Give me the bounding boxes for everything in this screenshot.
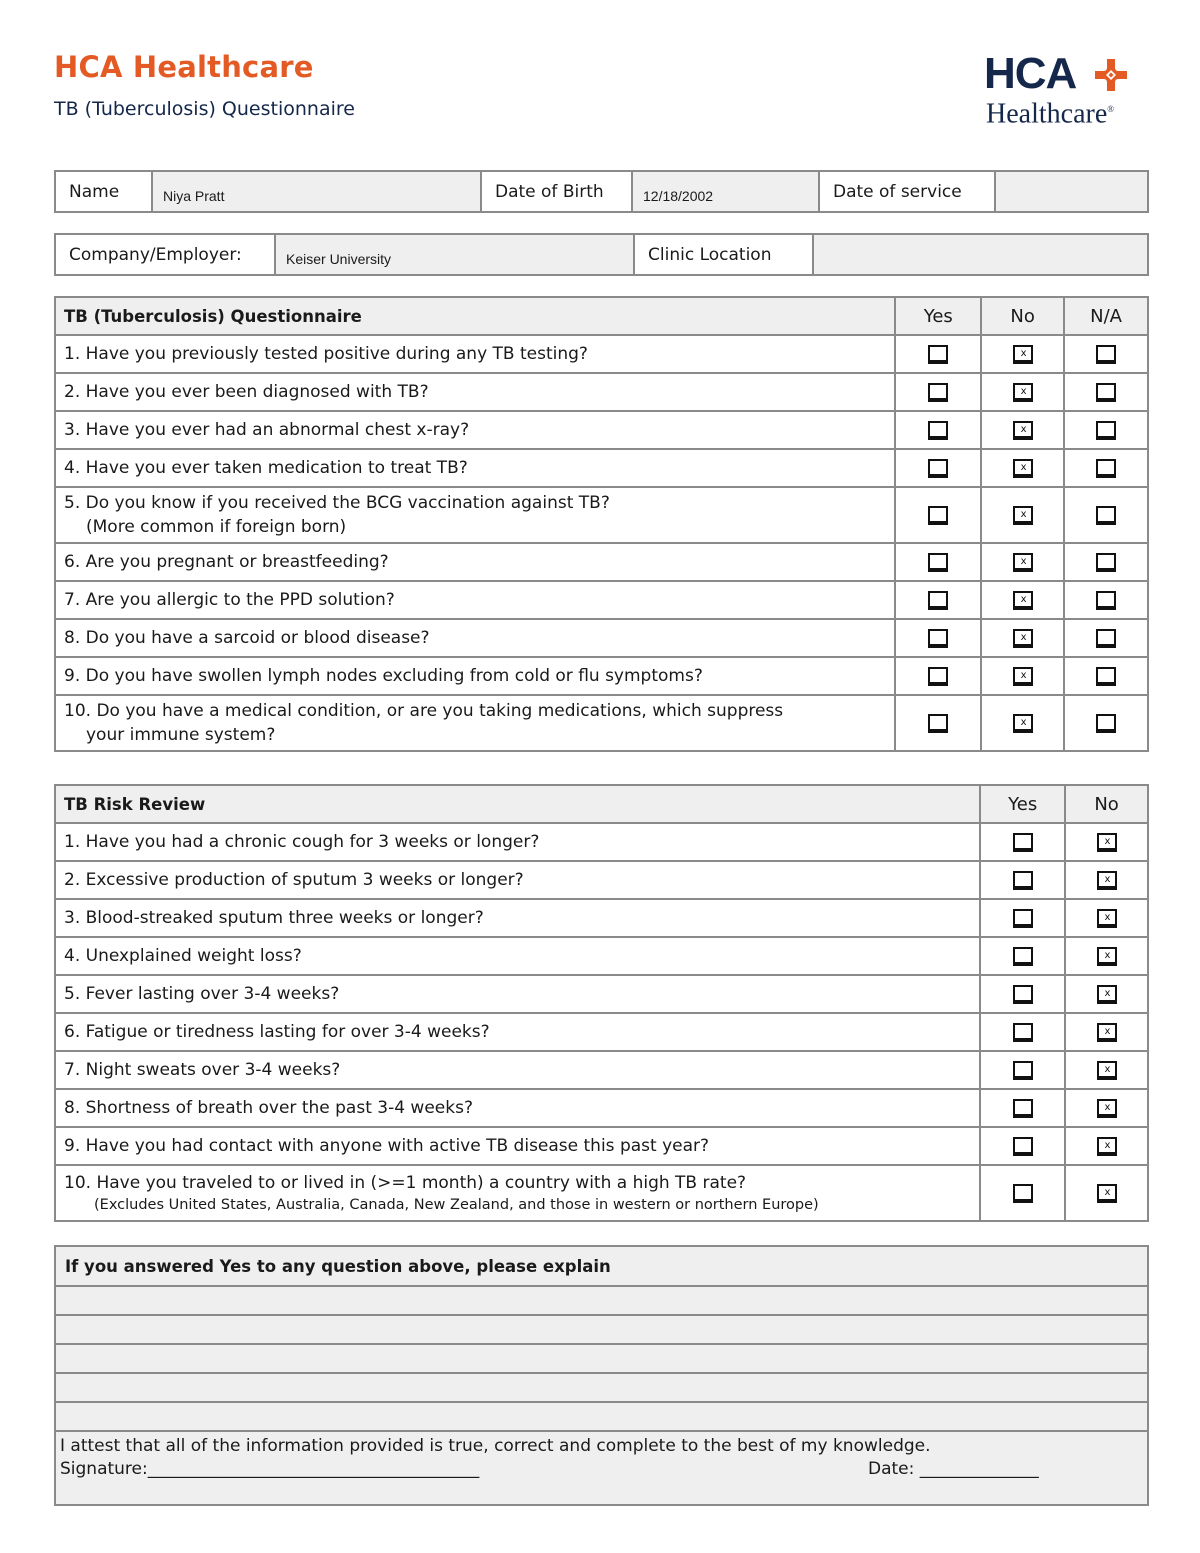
table-row — [55, 581, 1148, 619]
answer-cell-yes — [895, 487, 981, 543]
checkbox-na[interactable] — [1096, 553, 1116, 572]
answer-cell-no — [981, 695, 1064, 751]
question-label: 9. Do you have swollen lymph nodes excluding from cold or flu symptoms? — [64, 666, 703, 686]
question-label: 9. Have you had contact with anyone with active TB disease this past year? — [64, 1136, 710, 1156]
question-label: 10. Have you traveled to or lived in (>=1 month) a country with a high TB rate? — [64, 1173, 747, 1193]
explain-line-4[interactable] — [56, 1374, 1147, 1403]
answer-cell-na — [1064, 657, 1148, 695]
signature-date-field[interactable]: Date: ______________ — [868, 1459, 1039, 1479]
checkbox-yes[interactable] — [928, 629, 948, 648]
checkbox-no[interactable] — [1097, 985, 1117, 1004]
answer-cell-no — [981, 543, 1064, 581]
checkbox-no[interactable] — [1097, 1023, 1117, 1042]
answer-cell-no — [1065, 1089, 1148, 1127]
checkbox-no[interactable] — [1013, 553, 1033, 572]
answer-cell-yes — [895, 335, 981, 373]
checkbox-no[interactable] — [1013, 506, 1033, 525]
checkbox-no[interactable] — [1013, 345, 1033, 364]
question-label: 1. Have you previously tested positive during any TB testing? — [64, 344, 588, 364]
question-text — [55, 543, 895, 581]
checkbox-yes[interactable] — [928, 667, 948, 686]
checkbox-no[interactable] — [1097, 909, 1117, 928]
risk-review-title: TB Risk Review — [55, 785, 980, 823]
question-label: 4. Have you ever taken medication to treat TB? — [64, 458, 468, 478]
table-row — [55, 335, 1148, 373]
answer-cell-no — [1065, 823, 1148, 861]
question-text — [55, 373, 895, 411]
question-label: 5. Fever lasting over 3-4 weeks? — [64, 984, 340, 1004]
answer-cell-no — [981, 335, 1064, 373]
checkbox-na[interactable] — [1096, 714, 1116, 733]
table-header — [55, 297, 1148, 335]
checkbox-yes[interactable] — [1013, 1137, 1033, 1156]
checkbox-yes[interactable] — [928, 553, 948, 572]
checkbox-no[interactable] — [1013, 459, 1033, 478]
table-row — [55, 1013, 1148, 1051]
answer-cell-no — [981, 619, 1064, 657]
answer-cell-yes — [980, 937, 1065, 975]
question-text — [55, 335, 895, 373]
table-row — [55, 695, 1148, 751]
answer-cell-yes — [980, 1127, 1065, 1165]
checkbox-no[interactable] — [1013, 714, 1033, 733]
question-text — [55, 449, 895, 487]
checkbox-yes[interactable] — [1013, 1061, 1033, 1080]
col-yes: Yes — [895, 297, 981, 335]
checkbox-yes[interactable] — [928, 421, 948, 440]
logo-hca-text: HCA — [984, 49, 1077, 98]
checkbox-na[interactable] — [1096, 459, 1116, 478]
patient-info-row-1 — [54, 170, 1149, 213]
checkbox-yes[interactable] — [1013, 871, 1033, 890]
table-row — [55, 543, 1148, 581]
checkbox-yes[interactable] — [1013, 947, 1033, 966]
checkbox-no[interactable] — [1097, 947, 1117, 966]
name-field[interactable]: Niya Pratt — [153, 172, 482, 211]
attestation — [56, 1432, 1147, 1504]
checkbox-no[interactable] — [1013, 667, 1033, 686]
answer-cell-yes — [980, 1089, 1065, 1127]
answer-cell-yes — [980, 899, 1065, 937]
checkbox-na[interactable] — [1096, 345, 1116, 364]
question-label: 10. Do you have a medical condition, or are you taking medications, which suppress — [64, 701, 784, 721]
answer-cell-no — [1065, 861, 1148, 899]
table-row — [55, 487, 1148, 543]
checkbox-no[interactable] — [1097, 1061, 1117, 1080]
question-label: 8. Shortness of breath over the past 3-4 weeks? — [64, 1098, 473, 1118]
answer-cell-yes — [895, 619, 981, 657]
checkbox-no[interactable] — [1097, 1137, 1117, 1156]
col-no: No — [981, 297, 1064, 335]
explain-line-3[interactable] — [56, 1345, 1147, 1374]
answer-cell-yes — [895, 543, 981, 581]
question-text — [55, 861, 980, 899]
answer-cell-no — [1065, 1165, 1148, 1221]
checkbox-yes[interactable] — [1013, 909, 1033, 928]
answer-cell-yes — [980, 823, 1065, 861]
answer-cell-na — [1064, 373, 1148, 411]
answer-cell-no — [981, 449, 1064, 487]
table-row — [55, 1165, 1148, 1221]
answer-cell-yes — [895, 657, 981, 695]
answer-cell-yes — [895, 695, 981, 751]
answer-cell-no — [1065, 937, 1148, 975]
answer-cell-na — [1064, 335, 1148, 373]
table-row — [55, 449, 1148, 487]
question-label: 7. Are you allergic to the PPD solution? — [64, 590, 395, 610]
question-text — [55, 937, 980, 975]
answer-cell-no — [1065, 899, 1148, 937]
answer-cell-na — [1064, 411, 1148, 449]
table-row — [55, 899, 1148, 937]
employer-label: Company/Employer: — [56, 235, 276, 274]
checkbox-no[interactable] — [1013, 421, 1033, 440]
question-text — [55, 581, 895, 619]
date-of-service-field[interactable] — [996, 172, 1147, 211]
answer-cell-yes — [895, 449, 981, 487]
name-label: Name — [56, 172, 153, 211]
question-label: 8. Do you have a sarcoid or blood disease? — [64, 628, 430, 648]
answer-cell-no — [981, 657, 1064, 695]
question-label: 5. Do you know if you received the BCG vaccination against TB? — [64, 493, 610, 513]
attest-statement: I attest that all of the information provided is true, correct and complete to the best of my knowledge. — [60, 1436, 931, 1456]
question-text — [55, 1051, 980, 1089]
table-row — [55, 975, 1148, 1013]
question-note: (Excludes United States, Australia, Canada, New Zealand, and those in western or northern Europe) — [94, 1197, 819, 1213]
checkbox-yes[interactable] — [928, 383, 948, 402]
question-text — [55, 1013, 980, 1051]
answer-cell-no — [1065, 1127, 1148, 1165]
explain-line-2[interactable] — [56, 1316, 1147, 1345]
checkbox-yes[interactable] — [1013, 1099, 1033, 1118]
question-text — [55, 823, 980, 861]
checkbox-yes[interactable] — [1013, 1023, 1033, 1042]
answer-cell-yes — [895, 411, 981, 449]
question-text — [55, 411, 895, 449]
brand-title: HCA Healthcare — [54, 50, 314, 84]
table-row — [55, 1051, 1148, 1089]
question-text — [55, 1165, 980, 1221]
table-row — [55, 373, 1148, 411]
explain-line-5[interactable] — [56, 1403, 1147, 1432]
checkbox-yes[interactable] — [1013, 985, 1033, 1004]
checkbox-no[interactable] — [1097, 871, 1117, 890]
question-text — [55, 899, 980, 937]
question-label: 2. Excessive production of sputum 3 weeks or longer? — [64, 870, 524, 890]
answer-cell-yes — [980, 975, 1065, 1013]
signature-field[interactable]: Signature:_______________________________________ — [60, 1459, 480, 1479]
answer-cell-yes — [895, 581, 981, 619]
tb-questionnaire-table — [54, 296, 1149, 752]
explain-title: If you answered Yes to any question above, please explain — [56, 1247, 1147, 1287]
explain-line-1[interactable] — [56, 1287, 1147, 1316]
question-label: 7. Night sweats over 3-4 weeks? — [64, 1060, 341, 1080]
question-note: your immune system? — [86, 725, 276, 745]
col-na: N/A — [1064, 297, 1148, 335]
checkbox-na[interactable] — [1096, 667, 1116, 686]
answer-cell-na — [1064, 449, 1148, 487]
table-row — [55, 1089, 1148, 1127]
checkbox-no[interactable] — [1097, 833, 1117, 852]
checkbox-na[interactable] — [1096, 591, 1116, 610]
table-row — [55, 861, 1148, 899]
answer-cell-yes — [895, 373, 981, 411]
answer-cell-no — [981, 411, 1064, 449]
checkbox-yes[interactable] — [928, 345, 948, 364]
clinic-location-label: Clinic Location — [635, 235, 814, 274]
table-row — [55, 411, 1148, 449]
dob-field[interactable]: 12/18/2002 — [633, 172, 820, 211]
checkbox-na[interactable] — [1096, 506, 1116, 525]
clinic-location-field[interactable] — [814, 235, 1147, 274]
question-label: 3. Blood-streaked sputum three weeks or longer? — [64, 908, 484, 928]
answer-cell-no — [1065, 1013, 1148, 1051]
table-row — [55, 823, 1148, 861]
answer-cell-yes — [980, 861, 1065, 899]
checkbox-na[interactable] — [1096, 421, 1116, 440]
checkbox-no[interactable] — [1013, 383, 1033, 402]
answer-cell-yes — [980, 1013, 1065, 1051]
answer-cell-no — [981, 373, 1064, 411]
checkbox-yes[interactable] — [928, 459, 948, 478]
checkbox-yes[interactable] — [928, 714, 948, 733]
answer-cell-no — [981, 581, 1064, 619]
hca-logo — [984, 50, 1154, 130]
question-note: (More common if foreign born) — [86, 517, 347, 537]
question-label: 6. Fatigue or tiredness lasting for over 3-4 weeks? — [64, 1022, 490, 1042]
hca-cross-icon — [1094, 58, 1128, 92]
checkbox-yes[interactable] — [1013, 1184, 1033, 1203]
question-text — [55, 487, 895, 543]
table-header — [55, 785, 1148, 823]
question-text — [55, 1127, 980, 1165]
date-of-service-label: Date of service — [820, 172, 996, 211]
question-label: 1. Have you had a chronic cough for 3 weeks or longer? — [64, 832, 540, 852]
tb-risk-review-table — [54, 784, 1149, 1222]
table-row — [55, 937, 1148, 975]
answer-cell-no — [1065, 1051, 1148, 1089]
checkbox-no[interactable] — [1013, 591, 1033, 610]
answer-cell-na — [1064, 487, 1148, 543]
questionnaire-title: TB (Tuberculosis) Questionnaire — [55, 297, 895, 335]
patient-info-row-2 — [54, 233, 1149, 276]
answer-cell-yes — [980, 1165, 1065, 1221]
answer-cell-yes — [980, 1051, 1065, 1089]
checkbox-no[interactable] — [1013, 629, 1033, 648]
question-label: 4. Unexplained weight loss? — [64, 946, 302, 966]
answer-cell-na — [1064, 543, 1148, 581]
question-text — [55, 619, 895, 657]
answer-cell-no — [981, 487, 1064, 543]
table-row — [55, 1127, 1148, 1165]
question-text — [55, 657, 895, 695]
answer-cell-na — [1064, 619, 1148, 657]
answer-cell-na — [1064, 581, 1148, 619]
answer-cell-na — [1064, 695, 1148, 751]
explain-section — [54, 1245, 1149, 1506]
col-yes: Yes — [980, 785, 1065, 823]
dob-label: Date of Birth — [482, 172, 633, 211]
checkbox-na[interactable] — [1096, 629, 1116, 648]
question-text — [55, 975, 980, 1013]
checkbox-yes[interactable] — [928, 591, 948, 610]
employer-field[interactable]: Keiser University — [276, 235, 635, 274]
question-text — [55, 1089, 980, 1127]
checkbox-yes[interactable] — [1013, 833, 1033, 852]
checkbox-no[interactable] — [1097, 1184, 1117, 1203]
checkbox-na[interactable] — [1096, 383, 1116, 402]
table-row — [55, 619, 1148, 657]
question-label: 2. Have you ever been diagnosed with TB? — [64, 382, 429, 402]
checkbox-no[interactable] — [1097, 1099, 1117, 1118]
logo-healthcare-text: Healthcare® — [986, 98, 1115, 130]
question-label: 3. Have you ever had an abnormal chest x-ray? — [64, 420, 470, 440]
question-text — [55, 695, 895, 751]
answer-cell-no — [1065, 975, 1148, 1013]
col-no: No — [1065, 785, 1148, 823]
question-label: 6. Are you pregnant or breastfeeding? — [64, 552, 389, 572]
checkbox-yes[interactable] — [928, 506, 948, 525]
table-row — [55, 657, 1148, 695]
document-subtitle: TB (Tuberculosis) Questionnaire — [54, 98, 355, 120]
